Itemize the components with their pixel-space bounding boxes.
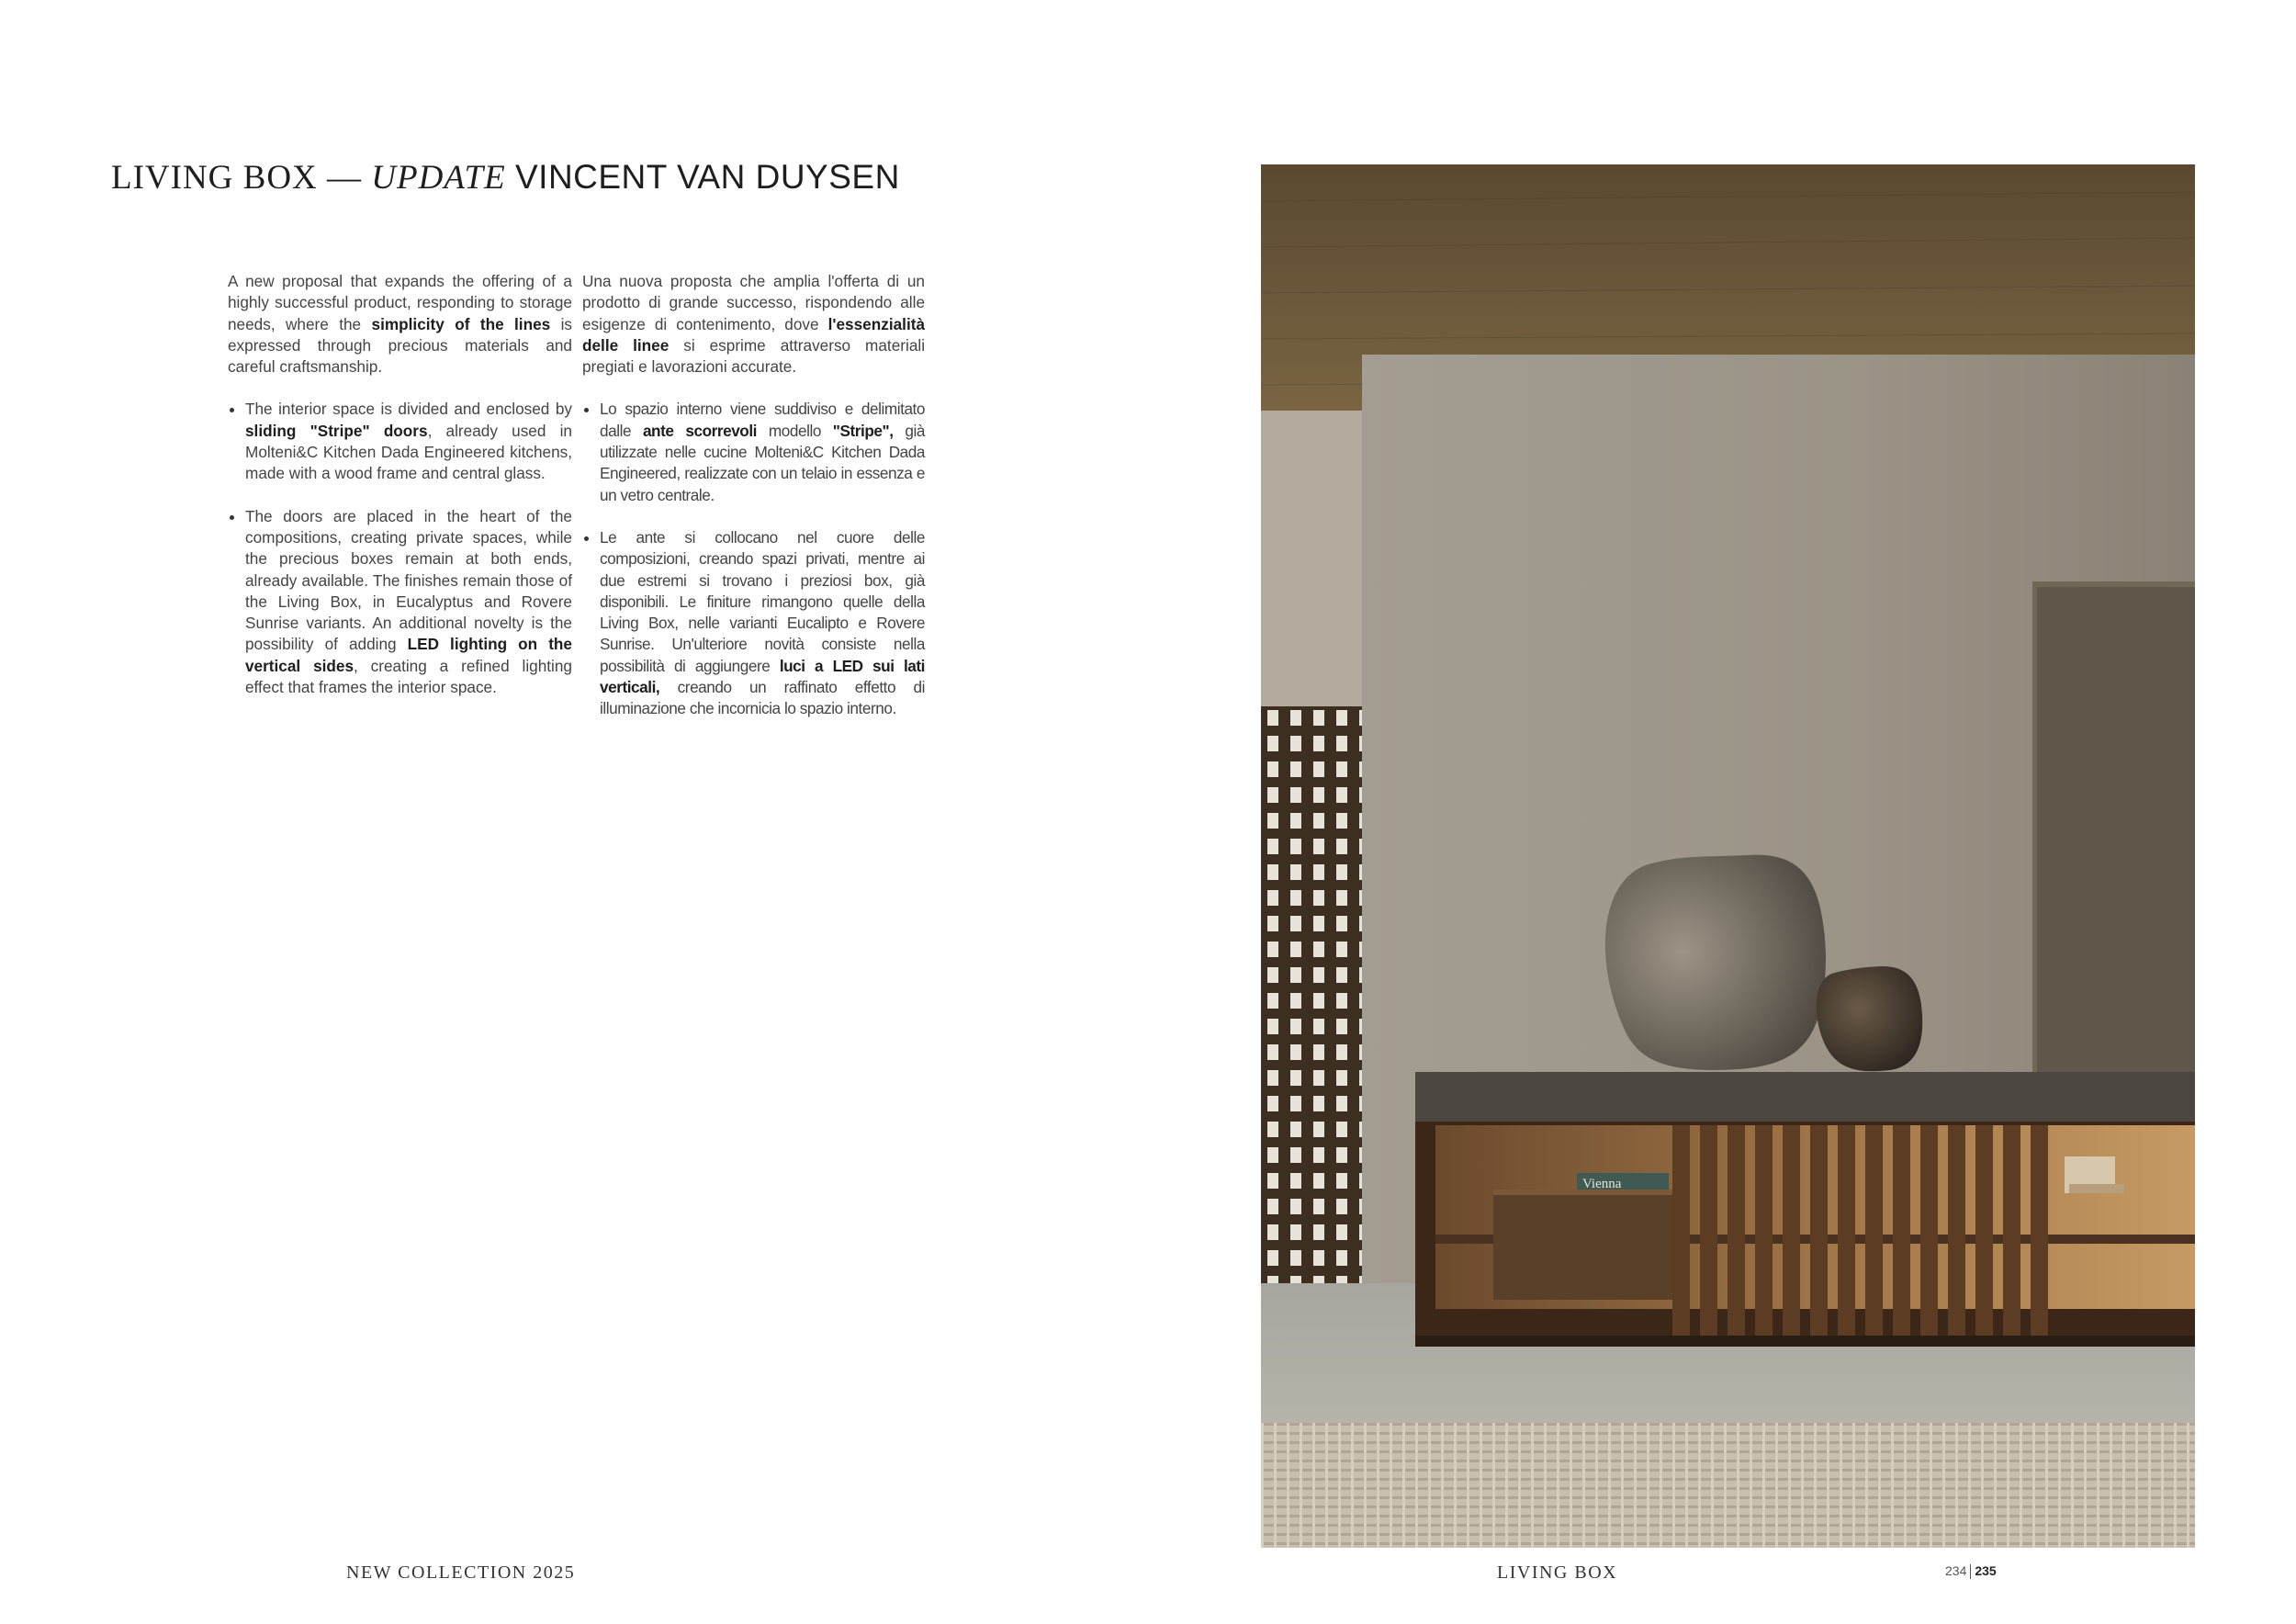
english-bullet-doors: • The interior space is divided and enclosed by sliding "Stripe" doors, already used in Molteni&C Kitchen Dada Engineered kitchens, made with a wood frame and central glass.: [245, 399, 572, 484]
english-intro: A new proposal that expands the offering of a highly successful product, responding to storage needs, where the simplicity of the lines is expressed through precious materials and careful craftsmanship.: [228, 272, 573, 377]
page-right: 235: [1975, 1563, 1997, 1578]
page-divider: [1970, 1564, 1971, 1579]
page-numbers: [1945, 1563, 1997, 1579]
italian-bullets: [582, 399, 925, 505]
italian-column: [582, 271, 925, 741]
title-brand: LIVING BOX —: [111, 159, 363, 197]
english-column: [228, 271, 572, 719]
italian-bullet-ante: • Lo spazio interno viene suddiviso e delimitato dalle ante scorrevoli modello "Stripe", già utilizzate nelle cucine Molteni&C Kitchen Dada Engineered, realizzate con un telaio in essenza e un vetro centrale.: [600, 399, 925, 505]
italian-intro: Una nuova proposta che amplia l'offerta di un prodotto di grande successo, rispondendo alle esigenze di contenimento, dove l'essenzialità delle linee si esprime attraverso materiali pregiati e lavorazioni accurate.: [582, 272, 926, 377]
footer-product: LIVING BOX: [1497, 1562, 1618, 1583]
english-bullets: [228, 399, 572, 484]
title-update: UPDATE: [371, 159, 506, 197]
title-designer: VINCENT VAN DUYSEN: [514, 158, 900, 196]
english-bullet-finishes: • The doors are placed in the heart of the compositions, creating private spaces, while the precious boxes remain at both ends, already available. The finishes remain those of the Living Box, in Eucalyptus and Rovere Sunrise variants. An additional novelty is the possibility of adding LED lighting on the vertical sides, creating a refined lighting effect that frames the interior space.: [245, 506, 572, 699]
footer-collection: NEW COLLECTION 2025: [346, 1562, 576, 1583]
book-label: Vienna: [1582, 1177, 1622, 1191]
product-photo: [1261, 164, 2195, 1548]
page-left: 234: [1945, 1563, 1967, 1578]
page-title: [111, 158, 900, 197]
italian-bullet-finiture: • Le ante si collocano nel cuore delle composizioni, creando spazi privati, mentre ai due estremi si trovano i preziosi box, già disponibili. Le finiture rimangono quelle della Living Box, nelle varianti Eucalipto e Rovere Sunrise. Un'ulteriore novità consiste nella possibilità di aggiungere luci a LED sui lati verticali, creando un raffinato effetto di illuminazione che incornicia lo spazio interno.: [600, 527, 925, 720]
